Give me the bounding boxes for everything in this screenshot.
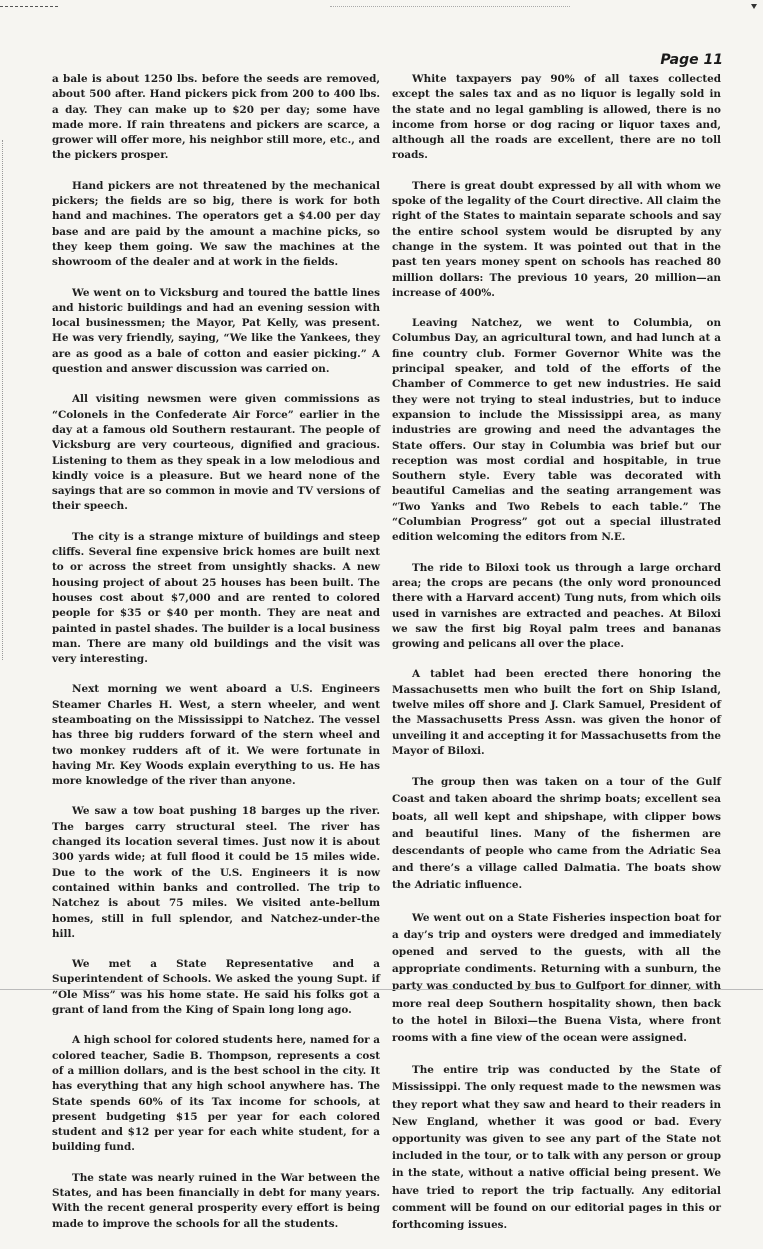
paragraph: White taxpayers pay 90% of all taxes collected except the sales tax and as no liquor is legally sold in the state and no legal gambling is allowed, there is no income from horse or dog racing or liquor taxes and, although all the roads are excellent, there are no toll roads. (392, 73, 721, 162)
paragraph: A tablet had been erected there honoring the Massachusetts men who built the fort on Ship Island, twelve miles off shore and J. Clark Samuel, President of the Massachusetts Press Assn. was given the honor of unveiling it and accepting it for Massachusetts from the Mayor of Biloxi. (392, 668, 721, 757)
paragraph: Leaving Natchez, we went to Columbia, on Columbus Day, an agricultural town, and had lunch at a fine country club. Former Governor White was the principal speaker, and told of the efforts of the Chamber of Commerce to get new industries. He said they were not trying to steal industries, but to induce expansion to include the Mississippi area, as many industries are growing and need the advantages the State offers. Our stay in Columbia was brief but our reception was most cordial and hospitable, in true Southern style. Every table was decorated with beautiful Camelias and the seating arrangement was “Two Yanks and Two Rebels to each table.” The “Columbian Progress” got out a special illustrated edition welcoming the editors from N.E. (392, 317, 721, 544)
page-number: Page 11 (660, 52, 723, 68)
paragraph: We went on to Vicksburg and toured the battle lines and historic buildings and had an evening session with local businessmen; the Mayor, Pat Kelly, was present. He was very friendly, saying, “We like the Yankees, they are as good as a bale of cotton and easier picking.” A question and answer discussion was carried on. (52, 286, 380, 376)
paragraph: a bale is about 1250 lbs. before the seeds are removed, about 500 after. Hand pickers pick from 200 to 400 lbs. a day. They can make up to $20 per day; some have made more. If rain threatens and pickers are scarce, a grower will offer more, his neighbor still more, etc., and the pickers prosper. (52, 73, 380, 162)
paragraph: The ride to Biloxi took us through a large orchard area; the crops are pecans (the only word pronounced there with a Harvard accent) Tung nuts, from which oils used in varnishes are extracted and peaches. At Biloxi we saw the first big Royal palm trees and bananas growing and pelicans all over the place. (392, 561, 721, 651)
left-edge-shadow (2, 140, 3, 660)
paragraph: A high school for colored students here, named for a colored teacher, Sadie B. Thompson, represents a cost of a million dollars, and is the best school in the city. It has everything that any high school anywhere has. The State spends 60% of its Tax income for schools, at present budgeting $15 per year for each colored student and $12 per year for each white student, for a building fund. (52, 1034, 380, 1154)
paragraph: The state was nearly ruined in the War between the States, and has been financially in debt for many years. With the recent general prosperity every effort is being made to improve the schools for all the students. (52, 1171, 380, 1230)
left-column (52, 72, 380, 1247)
paragraph: Hand pickers are not threatened by the mechanical pickers; the fields are so big, there is work for both hand and machines. The operators get a $4.00 per day base and are paid by the amount a machine picks, so they keep them going. We saw the machines at the showroom of the dealer and at work in the fields. (52, 179, 380, 269)
paragraph: The group then was taken on a tour of the Gulf Coast and taken aboard the shrimp boats; excellent sea boats, all well kept and shipshape, with clipper bows and beautiful lines. Many of the fishermen are descendants of people who came from the Adriatic Sea and there’s a village called Dalmatia. The boats show the Adriatic influence. (392, 776, 721, 892)
paragraph: We went out on a State Fisheries inspection boat for a day’s trip and oysters were dredged and immediately opened and served to the guests, with all the appropriate condiments. Returning with a sunburn, the party was conducted by bus to Gulfport for dinner, with more real deep Southern hospitality shown, then back to the hotel in Biloxi—the Buena Vista, where front rooms with a fine view of the ocean were assigned. (392, 911, 721, 1045)
top-dotted-rule (330, 6, 570, 7)
paragraph: There is great doubt expressed by all with whom we spoke of the legality of the Court directive. All claim the right of the States to maintain separate schools and say the entire school system would be disrupted by any change in the system. It was pointed out that in the past ten years money spent on schools has reached 80 million dollars: The previous 10 years, 20 million—an increase of 400%. (392, 179, 721, 299)
paragraph: We met a State Representative and a Superintendent of Schools. We asked the young Supt. if “Ole Miss” was his home state. He said his folks got a grant of land from the King of Spain long long ago. (52, 958, 380, 1017)
paragraph: The city is a strange mixture of buildings and steep cliffs. Several fine expensive brick homes are built next to or across the street from unsightly shacks. A new housing project of about 25 houses has been built. The houses cost about $7,000 and are rented to colored people for $35 or $40 per month. They are neat and painted in pastel shades. The builder is a local business man. There are many old buildings and the visit was very interesting. (52, 530, 380, 666)
paragraph: The entire trip was conducted by the State of Mississippi. The only request made to the newsmen was they report what they saw and heard to their readers in New England, whether it was good or bad. Every opportunity was given to see any part of the State not included in the tour, or to talk with any person or group in the state, without a native official being present. We have tried to report the trip factually. Any editorial comment will be found on our editorial pages in this or forthcoming issues. (392, 1064, 721, 1232)
corner-mark-icon (751, 4, 757, 9)
right-column (392, 72, 721, 1249)
paragraph: All visiting newsmen were given commissions as “Colonels in the Confederate Air Force” earlier in the day at a famous old Southern restaurant. The people of Vicksburg are very courteous, dignified and gracious. Listening to them as they speak in a low melodious and kindly voice is a pleasure. But we heard none of the sayings that are so common in movie and TV versions of their speech. (52, 393, 380, 513)
top-left-rule (0, 6, 58, 7)
paragraph: We saw a tow boat pushing 18 barges up the river. The barges carry structural steel. The river has changed its location several times. Just now it is about 300 yards wide; at full flood it could be 15 miles wide. Due to the work of the U.S. Engineers it is now contained within banks and controlled. The trip to Natchez is about 75 miles. We visited ante-bellum homes, still in full splendor, and Natchez-under-the hill. (52, 805, 380, 940)
paragraph: Next morning we went aboard a U.S. Engineers Steamer Charles H. West, a stern wheeler, and went steamboating on the Mississippi to Natchez. The vessel has three big rudders forward of the stern wheel and two monkey rudders aft of it. We were fortunate in having Mr. Key Woods explain everything to us. He has more knowledge of the river than anyone. (52, 683, 380, 788)
